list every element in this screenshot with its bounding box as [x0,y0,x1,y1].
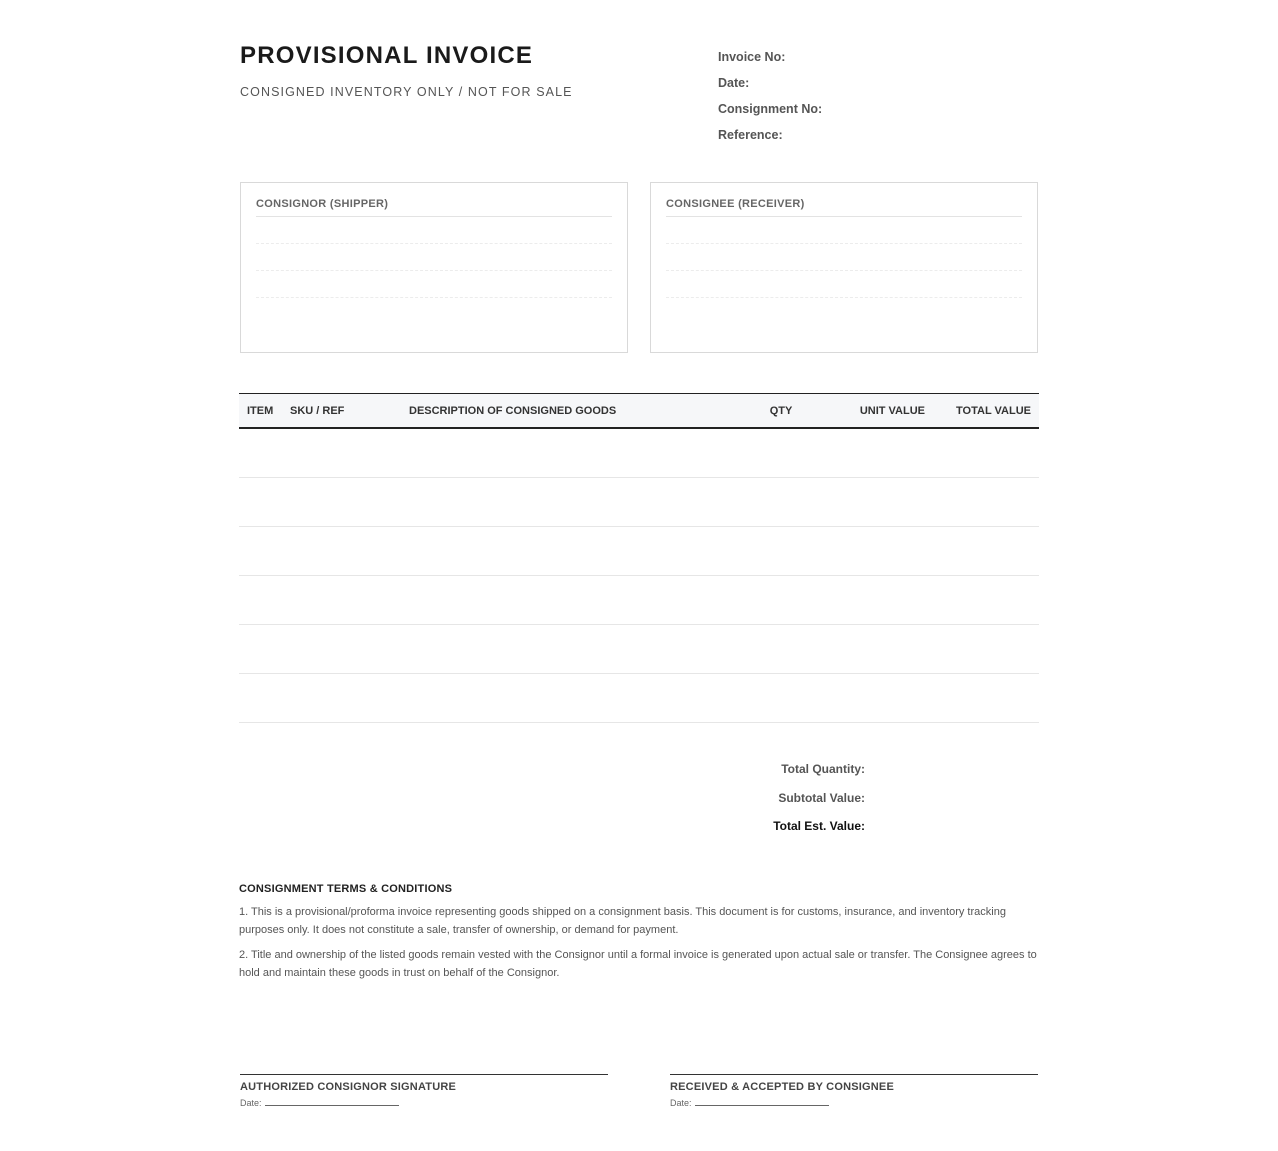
col-total-value-header: TOTAL VALUE [933,394,1039,429]
table-row [239,576,1039,625]
cell-item [239,625,282,674]
consignee-signature-block [670,1074,1038,1108]
items-table [239,393,1039,723]
cell-total-value [933,576,1039,625]
cell-qty [741,625,821,674]
cell-item [239,478,282,527]
cell-sku [282,625,401,674]
col-description-header: DESCRIPTION OF CONSIGNED GOODS [401,394,741,429]
consignor-signature-block [240,1074,608,1108]
table-row [239,478,1039,527]
totals-block [640,762,865,848]
cell-total-value [933,478,1039,527]
consignee-signature-date [670,1096,1038,1108]
cell-description [401,674,741,723]
cell-total-value [933,428,1039,478]
cell-total-value [933,625,1039,674]
cell-total-value [933,527,1039,576]
reference-label: Reference: [718,128,783,142]
cell-description [401,527,741,576]
terms-clause: 2. Title and ownership of the listed goods remain vested with the Consignor until a formal invoice is generated upon actual sale or transfer. The Consignee agrees to hold and maintain these goods in trust on behalf of the Consignor. [239,949,1037,979]
consignee-line [666,217,1022,244]
cell-description [401,428,741,478]
cell-sku [282,428,401,478]
cell-unit-value [821,428,933,478]
consignor-line [256,244,612,271]
invoice-no-label: Invoice No: [718,50,786,64]
document-title: PROVISIONAL INVOICE [240,42,534,69]
consignee-box [650,182,1038,353]
cell-unit-value [821,625,933,674]
cell-qty [741,527,821,576]
subtotal-value-label: Subtotal Value: [778,790,865,805]
consignor-line [256,217,612,244]
table-header-row [239,394,1039,429]
table-row [239,428,1039,478]
cell-description [401,576,741,625]
cell-sku [282,674,401,723]
date-line [695,1096,829,1106]
document-subtitle: CONSIGNED INVENTORY ONLY / NOT FOR SALE [240,85,573,99]
consignor-signature-date [240,1096,608,1108]
cell-sku [282,478,401,527]
terms-clause: 1. This is a provisional/proforma invoice representing goods shipped on a consignment basis. This document is for customs, insurance, and inventory tracking purposes only. It does not constitute a sale, transfer of ownership, or demand for payment. [239,906,1006,936]
date-label: Date: [670,1098,692,1108]
cell-sku [282,576,401,625]
cell-unit-value [821,527,933,576]
date-label: Date: [718,76,750,90]
cell-item [239,674,282,723]
date-label: Date: [240,1098,262,1108]
consignee-line [666,271,1022,298]
col-qty-header: QTY [741,394,821,429]
cell-total-value [933,674,1039,723]
consignee-title: CONSIGNEE (RECEIVER) [666,198,1022,217]
total-quantity-label: Total Quantity: [781,762,865,776]
cell-item [239,527,282,576]
consignee-line [666,244,1022,271]
col-sku-header: SKU / REF [282,394,401,429]
cell-qty [741,428,821,478]
cell-qty [741,674,821,723]
total-est-value-label: Total Est. Value: [773,819,865,833]
date-line [265,1096,399,1106]
cell-description [401,625,741,674]
col-item-header: ITEM [239,394,282,429]
consignor-line [256,271,612,298]
cell-qty [741,478,821,527]
consignment-no-label: Consignment No: [718,102,823,116]
cell-item [239,428,282,478]
col-unit-value-header: UNIT VALUE [821,394,933,429]
invoice-meta [718,50,822,154]
cell-sku [282,527,401,576]
cell-unit-value [821,576,933,625]
cell-item [239,576,282,625]
table-row [239,625,1039,674]
cell-unit-value [821,674,933,723]
cell-unit-value [821,478,933,527]
terms-title: CONSIGNMENT TERMS & CONDITIONS [239,883,453,895]
cell-qty [741,576,821,625]
table-row [239,674,1039,723]
terms-section [239,883,1039,990]
cell-description [401,478,741,527]
consignor-signature-label: AUTHORIZED CONSIGNOR SIGNATURE [240,1081,457,1093]
table-row [239,527,1039,576]
consignee-signature-label: RECEIVED & ACCEPTED BY CONSIGNEE [670,1081,894,1093]
consignor-title: CONSIGNOR (SHIPPER) [256,198,612,217]
consignor-box [240,182,628,353]
